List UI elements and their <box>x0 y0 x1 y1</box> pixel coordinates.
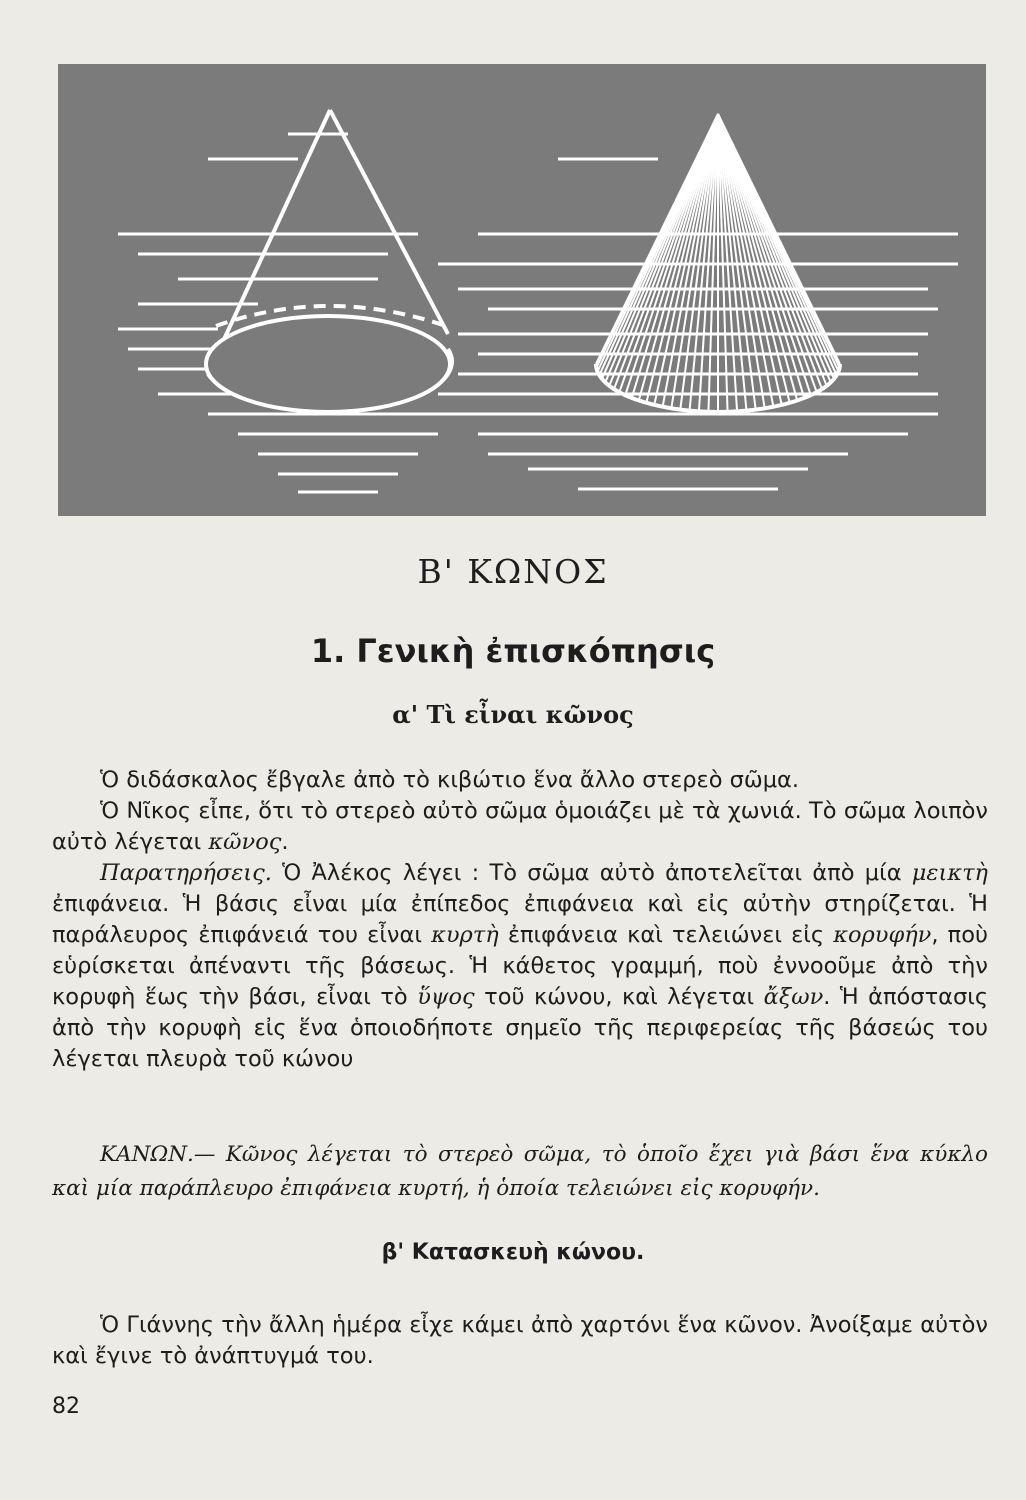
chapter-title: Β' ΚΩΝΟΣ <box>417 552 609 591</box>
paragraph: Ὁ Γιάννης τὴν ἄλλη ἡμέρα εἶχε κάμει ἀπὸ χαρτόνι ἕνα κῶνον. Ἀνοίξαμε αὐτὸν καὶ ἔγινε τὸ ἀνάπτυγμά του. <box>52 1312 988 1369</box>
page-number: 82 <box>52 1394 80 1419</box>
two-cones-icon <box>58 64 986 516</box>
background-stripes <box>118 134 958 492</box>
paragraph: Ὁ διδάσκαλος ἔβγαλε ἀπὸ τὸ κιβώτιο ἕνα ἄλλο στερεὸ σῶμα. <box>100 767 800 793</box>
paragraph: Ὁ Νῖκος εἶπε, ὅτι τὸ στερεὸ αὐτὸ σῶμα ὁμοιάζει μὲ τὰ χωνιά. Τὸ σῶμα λοιπὸν αὐτὸ λέγεται κῶνος. <box>52 798 988 855</box>
cone-hatch <box>718 114 840 364</box>
cones-illustration <box>58 64 986 516</box>
rule-text: ΚΑΝΩΝ.— Κῶνος λέγεται τὸ στερεὸ σῶμα, τὸ ὁποῖο ἔχει γιὰ βάσι ἕνα κύκλο καὶ μία παράπλευρο ἐπιφάνεια κυρτή, ἡ ὁποία τελειώνει εἰς κορυφήν. <box>52 1142 988 1201</box>
subsection-a-title: α' Τὶ εἶναι κῶνος <box>392 700 634 729</box>
subsection-b-title: β' Κατασκευὴ κώνου. <box>381 1240 645 1265</box>
observations-paragraph: Παρατηρήσεις. Ὁ Ἀλέκος λέγει : Τὸ σῶμα αὐτὸ ἀποτελεῖται ἀπὸ μία μεικτὴ ἐπιφάνεια. Ἡ βάσις εἶναι μία ἐπίπεδος ἐπιφάνεια καὶ εἰς αὐτὴν στηρίζεται. Ἡ παράλευρος ἐπιφάνειά του εἶναι κυρτὴ ἐπιφάνεια καὶ τελειώνει εἰς κορυφήν, ποὺ εὑρίσκεται ἀπέναντι τῆς βάσεως. Ἡ κάθετος γραμμή, ποὺ ἐννοοῦμε ἀπὸ τὴν κορυφὴ ἕως τὴν βάσι, εἶναι τὸ ὕψος τοῦ κώνου, καὶ λέγεται ἄξων. Ἡ ἀπόστασις ἀπὸ τὴν κορυφὴ εἰς ἕνα ὁποιοδήποτε σημεῖο τῆς περιφερείας τῆς βάσεώς του λέγεται πλευρὰ τοῦ κώνου <box>52 860 989 1072</box>
section-a-text <box>52 765 988 1075</box>
section-b-text <box>52 1310 988 1372</box>
cone-base <box>206 316 450 412</box>
section-title: 1. Γενικὴ ἐπισκόπησις <box>310 632 716 670</box>
